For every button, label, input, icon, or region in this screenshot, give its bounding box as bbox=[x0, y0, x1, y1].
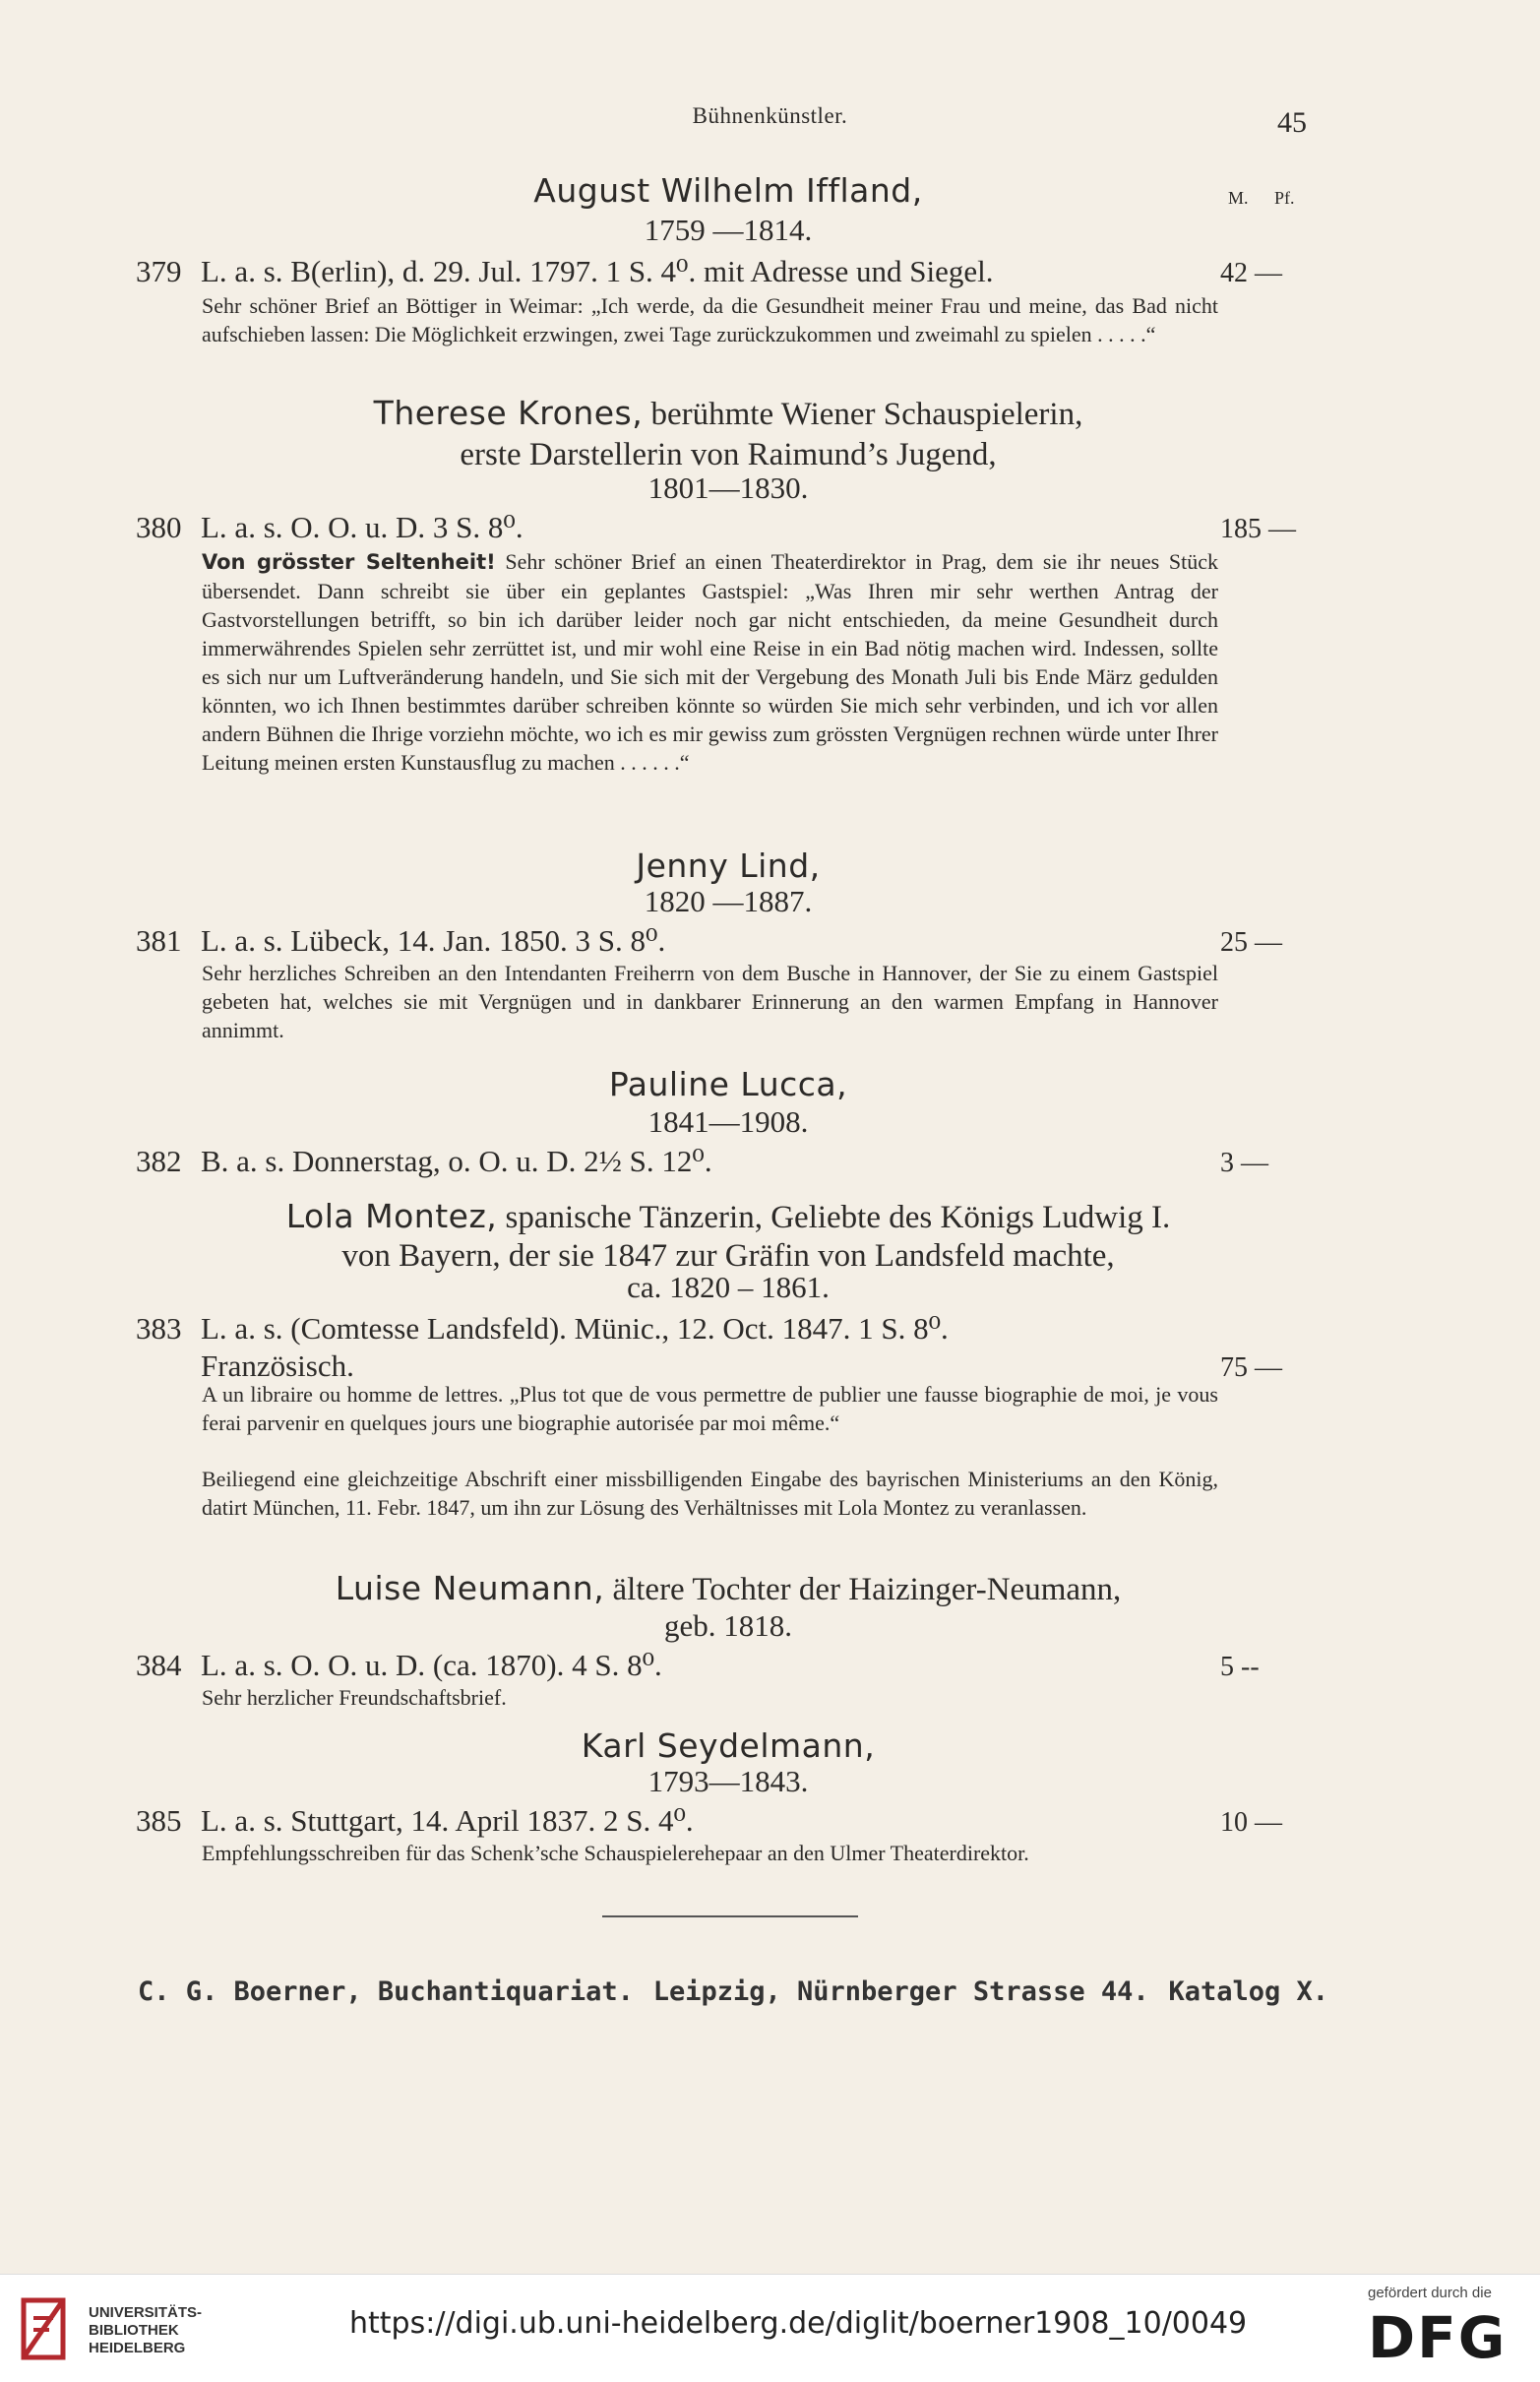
person-name: Karl Seydelmann, bbox=[581, 1726, 876, 1765]
entry-note: Sehr schöner Brief an Böttiger in Weimar: „Ich werde, da die Gesundheit meiner Frau und meine, das Bad nicht aufschieben lassen: Die Möglichkeit erzwingen, zwei Tage zurückzukommen und zweimahl zu spielen . . . . .“ bbox=[202, 293, 1218, 346]
entry-heading bbox=[0, 1724, 1456, 1769]
entry-line bbox=[136, 1803, 1307, 1839]
entry-note: Sehr herzlicher Freundschaftsbrief. bbox=[202, 1685, 507, 1710]
entry-price: 3 — bbox=[1220, 1148, 1268, 1178]
permalink-url[interactable]: https://digi.ub.uni-heidelberg.de/diglit/boerner1908_10/0049 bbox=[349, 2306, 1248, 2341]
entry-price: 185 — bbox=[1220, 514, 1296, 544]
entry-note: Empfehlungsschreiben für das Schenk’sche Schauspielerehepaar an den Ulmer Theaterdirektor. bbox=[202, 1841, 1029, 1865]
entry-dates: ca. 1820 – 1861. bbox=[627, 1270, 830, 1304]
footer-catalog: Katalog X. bbox=[1168, 1976, 1328, 2007]
library-name-line: UNIVERSITÄTS- bbox=[89, 2304, 203, 2321]
entry-description: L. a. s. (Comtesse Landsfeld). Münic., 12. Oct. 1847. 1 S. 8⁰. bbox=[201, 1311, 949, 1346]
entry-dates: 1841—1908. bbox=[647, 1104, 809, 1139]
entry-description: L. a. s. Lübeck, 14. Jan. 1850. 3 S. 8⁰. bbox=[201, 923, 666, 958]
entry-language: Französisch. bbox=[201, 1348, 354, 1383]
divider bbox=[602, 1915, 858, 1917]
viewer-bottom-bar bbox=[0, 2274, 1540, 2382]
entry-note: A un libraire ou homme de lettres. „Plus tot que de vous permettre de publier une fausse biographie de moi, je vous ferai parvenir en quelques jours une biographie autorisée par moi même.“ bbox=[202, 1382, 1218, 1435]
entry-number: 382 bbox=[136, 1144, 182, 1178]
person-name: Therese Krones, bbox=[373, 394, 644, 432]
library-name-line: HEIDELBERG bbox=[89, 2340, 186, 2356]
person-role: spanische Tänzerin, Geliebte des Königs Ludwig I. bbox=[497, 1200, 1171, 1235]
entry-line bbox=[136, 254, 1307, 289]
entry-note: Sehr herzliches Schreiben an den Intendanten Freiherrn von dem Busche in Hannover, der Sie zu einem Gastspiel gebeten hat, welches sie mit Vergnügen und in dankbarer Erinnerung an den warmen Empfang in Hannover annimmt. bbox=[202, 961, 1218, 1042]
entry-dates: geb. 1818. bbox=[663, 1608, 792, 1643]
footer-address: Leipzig, Nürnberger Strasse 44. bbox=[652, 1976, 1149, 2007]
person-name: Luise Neumann, bbox=[335, 1569, 605, 1607]
entry-dates: 1801—1830. bbox=[647, 470, 809, 505]
entry-heading bbox=[0, 392, 1456, 436]
entry-note-2: Beiliegend eine gleichzeitige Abschrift einer missbilligenden Eingabe des bayrischen Ministeriums an den König, datirt München, 11. Febr. 1847, um ihn zur Lösung des Verhältnisses mit Lola Montez zu veranlassen. bbox=[202, 1467, 1218, 1520]
entry-heading bbox=[0, 1195, 1456, 1239]
entry-number: 379 bbox=[136, 254, 182, 288]
person-role: ältere Tochter der Haizinger-Neumann, bbox=[604, 1572, 1122, 1607]
entry-price: 25 — bbox=[1220, 927, 1282, 958]
entry-heading bbox=[0, 169, 1456, 214]
library-name bbox=[89, 2304, 202, 2357]
entry-price: 75 — bbox=[1220, 1352, 1282, 1383]
entry-description: L. a. s. O. O. u. D. 3 S. 8⁰. bbox=[201, 510, 524, 544]
column-heads: M. Pf. bbox=[1228, 188, 1295, 208]
entry-description: L. a. s. B(erlin), d. 29. Jul. 1797. 1 S. 4⁰. mit Adresse und Siegel. bbox=[201, 254, 994, 288]
entry-dates: 1759 —1814. bbox=[644, 213, 813, 247]
entry-number: 380 bbox=[136, 510, 182, 544]
catalog-footer bbox=[138, 1976, 1328, 2007]
library-name-line: BIBLIOTHEK bbox=[89, 2322, 179, 2339]
entry-price: 10 — bbox=[1220, 1807, 1282, 1838]
emphasis: Von grösster Seltenheit! bbox=[202, 550, 496, 574]
university-library-logo-icon bbox=[20, 2290, 71, 2367]
entry-line bbox=[136, 923, 1307, 959]
entry-note bbox=[202, 547, 1218, 777]
funding-label: gefördert durch die bbox=[1368, 2285, 1492, 2301]
person-name: Lola Montez, bbox=[285, 1197, 498, 1235]
entry-description: L. a. s. O. O. u. D. (ca. 1870). 4 S. 8⁰. bbox=[201, 1648, 662, 1682]
running-head: Bühnenkünstler. bbox=[692, 103, 848, 128]
entry-heading-line2: erste Darstellerin von Raimund’s Jugend, bbox=[460, 437, 997, 472]
entry-heading-line2: von Bayern, der sie 1847 zur Gräfin von Landsfeld machte, bbox=[341, 1238, 1115, 1274]
entry-line bbox=[136, 510, 1307, 545]
entry-description: L. a. s. Stuttgart, 14. April 1837. 2 S. 4⁰. bbox=[201, 1803, 694, 1838]
entry-line bbox=[136, 1144, 1307, 1179]
entry-price: 42 — bbox=[1220, 258, 1282, 288]
entry-price: 5 -- bbox=[1220, 1652, 1260, 1682]
entry-number: 384 bbox=[136, 1648, 182, 1682]
page-number: 45 bbox=[1277, 106, 1307, 139]
person-name: Pauline Lucca, bbox=[608, 1065, 848, 1103]
entry-number: 385 bbox=[136, 1803, 182, 1838]
entry-dates: 1793—1843. bbox=[647, 1764, 809, 1798]
note-text: Sehr schöner Brief an einen Theaterdirektor in Prag, dem sie ihr neues Stück übersendet. Dann schreibt sie über ein geplantes Gastspiel: „Was Ihren mir sehr werthen Antrag der Gastvorstellungen betrifft, so bin ich darüber leider noch gar nicht entschieden, da meine Gesundheit durch immerwährendes Spielen sehr zerrüttet ist, und mir wohl eine Reise in ein Bad nötig machen wird. Indessen, sollte es sich nur um Luftveränderung handeln, und Sie sich mit der Vergebung des Monath Juli bis Ende März gedulden könnten, wo ich Ihnen bestimmtes darüber schreiben könnte so würden Sie mich sehr verbinden, und ich vor allen andern Bühnen die Ihrige vorziehn möchte, wo ich es mir gewiss zum grössten Vergnügen rechnen würde unter Ihrer Leitung meinen ersten Kunstausflug zu machen . . . . . .“ bbox=[202, 549, 1218, 775]
person-name: August Wilhelm Iffland, bbox=[533, 171, 923, 210]
person-role: berühmte Wiener Schauspielerin, bbox=[643, 397, 1083, 432]
entry-line bbox=[136, 1311, 1307, 1347]
person-name: Jenny Lind, bbox=[636, 846, 821, 885]
entry-number: 381 bbox=[136, 923, 182, 958]
entry-description: B. a. s. Donnerstag, o. O. u. D. 2½ S. 12⁰. bbox=[201, 1144, 712, 1178]
entry-line bbox=[136, 1648, 1307, 1683]
entry-heading bbox=[0, 1063, 1456, 1107]
footer-publisher: C. G. Boerner, Buchantiquariat. bbox=[138, 1976, 634, 2007]
entry-number: 383 bbox=[136, 1311, 182, 1346]
entry-dates: 1820 —1887. bbox=[644, 884, 813, 918]
dfg-logo: DFG bbox=[1368, 2304, 1508, 2371]
entry-heading bbox=[0, 1567, 1456, 1611]
entry-heading bbox=[0, 845, 1456, 889]
